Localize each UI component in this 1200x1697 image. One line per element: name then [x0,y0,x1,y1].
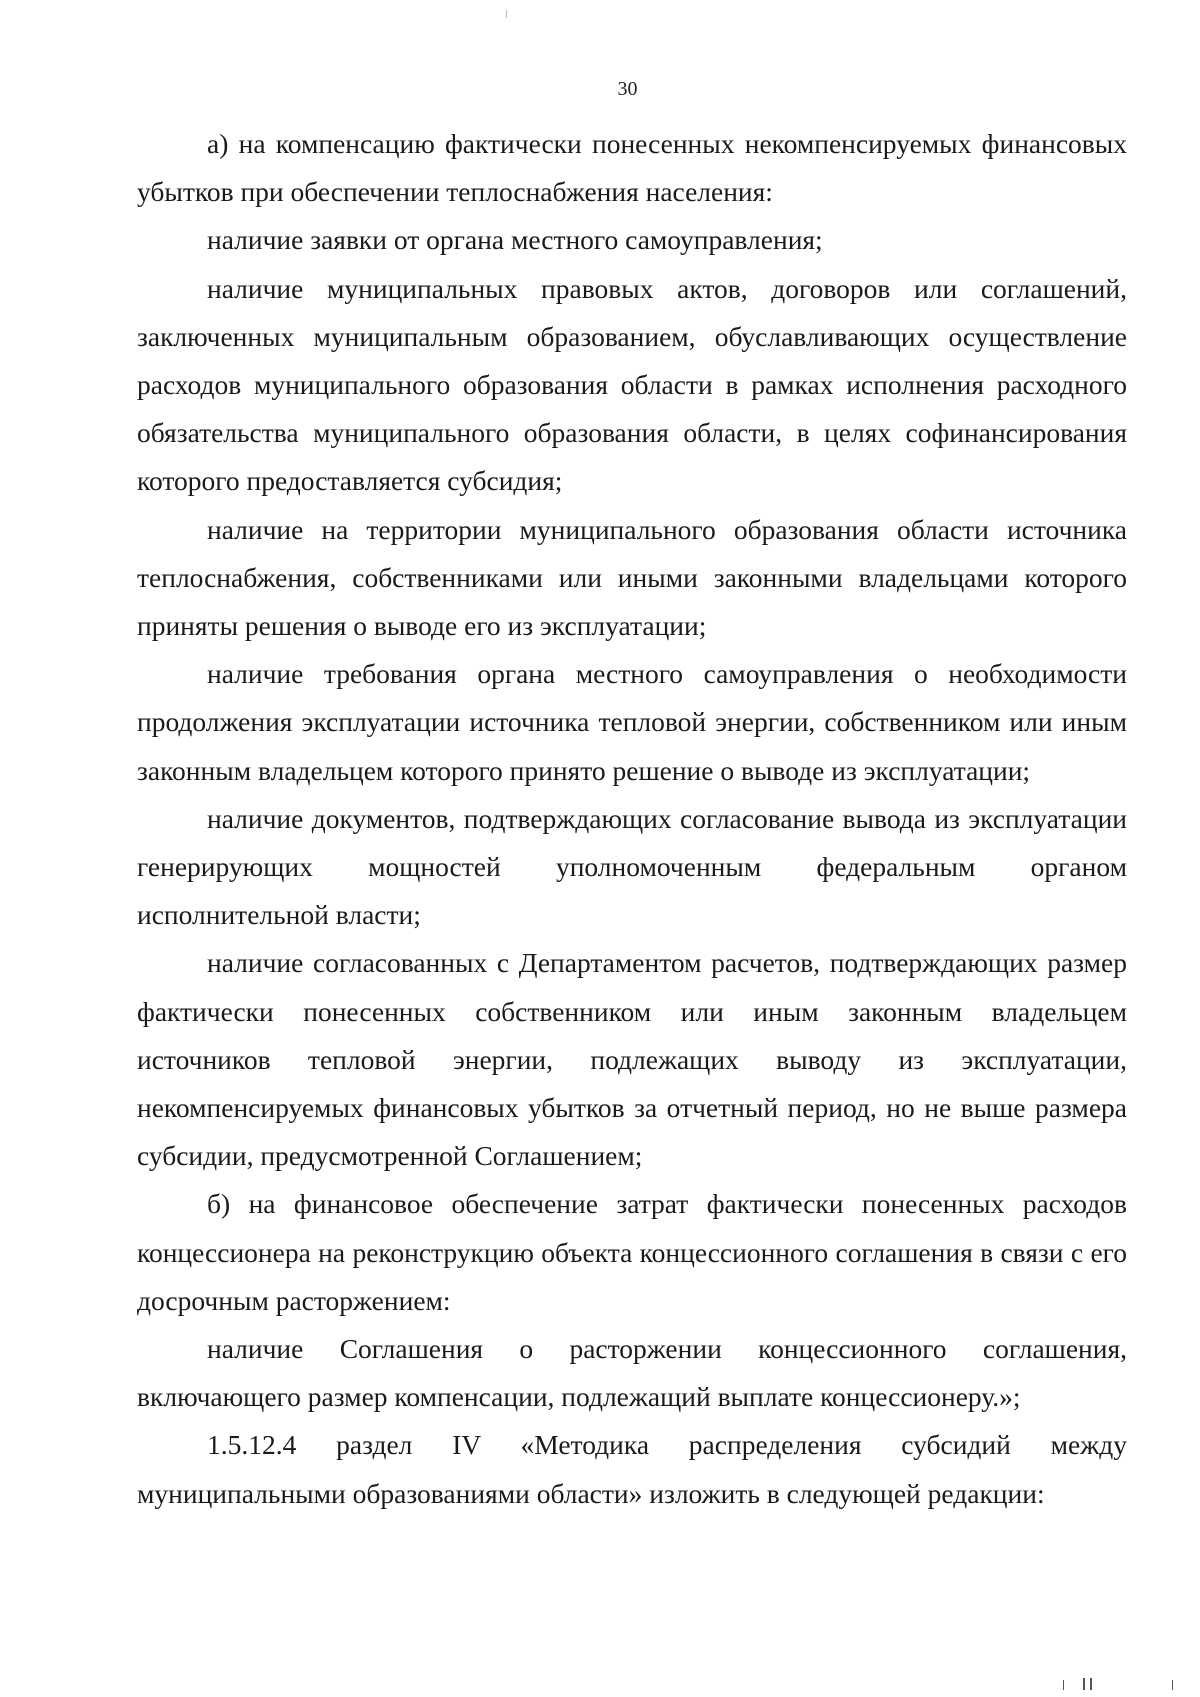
paragraph-continuation-requirement: наличие требования органа местного самоуправления о необходимости продолжения эксплуатации источника тепловой энергии, собственником или иным законным владельцем которого принято решение о выводе из эксплуатации; [137,658,1127,786]
paragraph-termination-agreement: наличие Соглашения о расторжении концессионного соглашения, включающего размер компенсации, подлежащий выплате концессионеру.»; [137,1333,1127,1413]
paragraph-a-compensation: а) на компенсацию фактически понесенных некомпенсируемых финансовых убытков при обеспечении теплоснабжения населения: [137,128,1127,208]
scan-mark-top [506,10,507,18]
scan-mark-bottom-1 [1063,1680,1064,1690]
paragraph-agreed-calculations: наличие согласованных с Департаментом расчетов, подтверждающих размер фактически понесенных собственником или иным законным владельцем источников тепловой энергии, подлежащих выводу из эксплуатации, некомпенсируемых финансовых убытков за отчетный период, но не выше размера субсидии, предусмотренной Соглашением; [137,947,1127,1172]
paragraph-heat-source: наличие на территории муниципального образования области источника теплоснабжения, собственниками или иными законными владельцами которого приняты решения о выводе его из эксплуатации; [137,513,1127,642]
scan-mark-bottom-4 [1172,1680,1173,1690]
scan-mark-bottom-3 [1090,1678,1092,1690]
page-number: 30 [617,78,638,100]
paragraph-section-iv: 1.5.12.4 раздел IV «Методика распределения субсидий между муниципальными образованиями области» изложить в следующей редакции: [137,1429,1127,1509]
document-body [137,120,1127,1518]
paragraph-decommission-documents: наличие документов, подтверждающих согласование вывода из эксплуатации генерирующих мощностей уполномоченным федеральным органом исполнительной власти; [137,802,1127,931]
paragraph-legal-acts: наличие муниципальных правовых актов, договоров или соглашений, заключенных муниципальным образованием, обуславливающих осуществление расходов муниципального образования области в рамках исполнения расходного обязательства муниципального образования области, в целях софинансирования которого предоставляется субсидия; [137,272,1127,497]
scan-mark-bottom-2 [1083,1678,1085,1690]
paragraph-b-concession: б) на финансовое обеспечение затрат фактически понесенных расходов концессионера на реконструкцию объекта концессионного соглашения в связи с его досрочным расторжением: [137,1188,1127,1316]
paragraph-application: наличие заявки от органа местного самоуправления; [207,224,823,256]
